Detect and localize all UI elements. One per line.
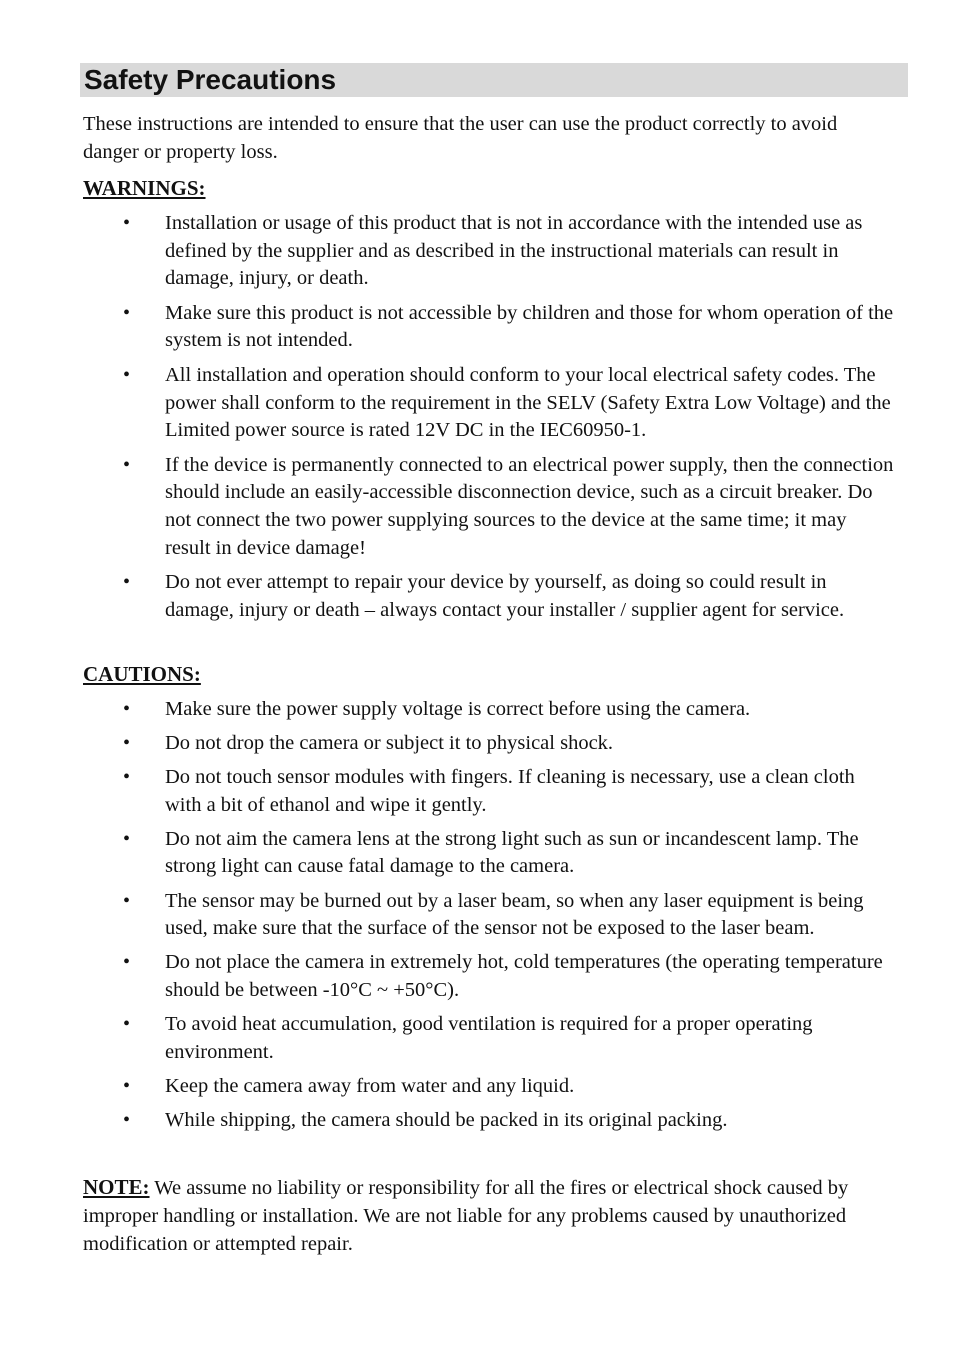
warning-item xyxy=(0,569,954,624)
bullet-icon: • xyxy=(123,889,131,912)
warning-item-text: Installation or usage of this product that is not in accordance with the intended use as defined by the supplier and as described in the instructional materials can result in damage, injury, or death. xyxy=(165,212,863,290)
intro-paragraph: These instructions are intended to ensure that the user can use the product correctly to avoid danger or property loss. xyxy=(83,113,838,163)
caution-item xyxy=(0,888,954,943)
caution-item-text: While shipping, the camera should be packed in its original packing. xyxy=(165,1108,728,1131)
bullet-icon: • xyxy=(123,766,131,789)
caution-item-text: The sensor may be burned out by a laser beam, so when any laser equipment is being used, make sure that the surface of the sensor not be exposed to the laser beam. xyxy=(165,889,864,940)
caution-item xyxy=(0,696,954,724)
bullet-icon: • xyxy=(123,732,131,755)
warning-item-text: Make sure this product is not accessible by children and those for whom operation of the system is not intended. xyxy=(165,301,894,352)
bullet-icon: • xyxy=(123,698,131,720)
title-bar xyxy=(80,63,908,97)
cautions-heading: CAUTIONS: xyxy=(83,662,201,686)
warning-item-text: Do not ever attempt to repair your device by yourself, as doing so could result in damage, injury or death – always contact your installer / supplier agent for service. xyxy=(165,571,845,621)
warning-item xyxy=(0,452,954,562)
caution-item xyxy=(0,1073,954,1101)
bullet-icon: • xyxy=(123,301,131,324)
caution-item xyxy=(0,764,954,819)
note-paragraph xyxy=(83,1173,883,1258)
caution-item xyxy=(0,949,954,1004)
bullet-icon: • xyxy=(123,363,131,386)
warning-item xyxy=(0,300,954,355)
note-text: We assume no liability or responsibility for all the fires or electrical shock caused by improper handling or installation. We are not liable for any problems caused by unauthorized modification or attempted repair. xyxy=(83,1177,849,1255)
bullet-icon: • xyxy=(123,212,131,234)
caution-item-text: Do not place the camera in extremely hot, cold temperatures (the operating temperature should be between -10°C ~ +50°C). xyxy=(165,951,883,1001)
bullet-icon: • xyxy=(123,1108,131,1131)
warnings-list xyxy=(0,210,954,631)
warning-item xyxy=(0,362,954,445)
caution-item-text: Keep the camera away from water and any liquid. xyxy=(165,1074,575,1097)
warning-item xyxy=(0,210,954,293)
cautions-list xyxy=(0,696,954,1141)
caution-item-text: Do not drop the camera or subject it to physical shock. xyxy=(165,732,614,755)
caution-item xyxy=(0,1011,954,1066)
caution-item-text: Make sure the power supply voltage is correct before using the camera. xyxy=(165,698,751,720)
bullet-icon: • xyxy=(123,951,131,974)
caution-item-text: Do not aim the camera lens at the strong light such as sun or incandescent lamp. The strong light can cause fatal damage to the camera. xyxy=(165,827,859,878)
bullet-icon: • xyxy=(123,827,131,850)
warning-item-text: All installation and operation should conform to your local electrical safety codes. The power shall conform to the requirement in the SELV (Safety Extra Low Voltage) and the Limited power source is rated 12V DC in the IEC60950-1. xyxy=(165,363,891,442)
caution-item xyxy=(0,1107,954,1135)
warnings-heading: WARNINGS: xyxy=(83,176,206,200)
caution-item-text: To avoid heat accumulation, good ventilation is required for a proper operating environment. xyxy=(165,1012,813,1063)
note-label: NOTE: xyxy=(83,1175,150,1199)
bullet-icon: • xyxy=(123,1012,131,1035)
caution-item xyxy=(0,826,954,881)
caution-item xyxy=(0,730,954,758)
warning-item-text: If the device is permanently connected to an electrical power supply, then the connection should include an easily-accessible disconnection device, such as a circuit breaker. Do not connect the two power supplying sources to the device at the same time; it may result in device damage! xyxy=(165,453,894,559)
bullet-icon: • xyxy=(123,453,131,476)
bullet-icon: • xyxy=(123,571,131,594)
caution-item-text: Do not touch sensor modules with fingers. If cleaning is necessary, use a clean cloth with a bit of ethanol and wipe it gently. xyxy=(165,766,855,816)
page-title: Safety Precautions xyxy=(84,64,337,95)
bullet-icon: • xyxy=(123,1074,131,1097)
